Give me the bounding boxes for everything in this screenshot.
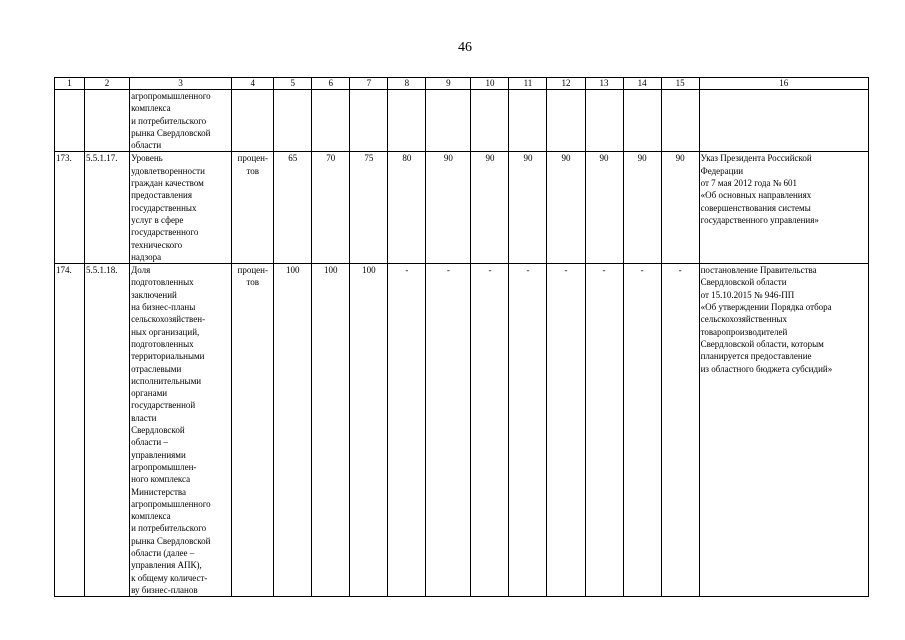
table-header-row	[55, 78, 869, 90]
value-cell: 90	[585, 152, 623, 264]
value-cell: 65	[274, 152, 312, 264]
value-cell	[350, 90, 388, 152]
value-cell: 100	[312, 264, 350, 597]
value-cell: 90	[547, 152, 585, 264]
row-number	[55, 90, 85, 152]
value-cell	[547, 90, 585, 152]
column-header: 11	[509, 78, 547, 90]
column-header: 8	[388, 78, 426, 90]
column-header: 13	[585, 78, 623, 90]
column-header: 15	[661, 78, 699, 90]
column-header: 1	[55, 78, 85, 90]
indicator-name: агропромышленного комплекса и потребительского рынка Свердловской области	[130, 90, 232, 152]
column-header: 12	[547, 78, 585, 90]
value-cell: -	[388, 264, 426, 597]
column-header: 7	[350, 78, 388, 90]
unit	[232, 90, 274, 152]
legal-basis: постановление Правительства Свердловской области от 15.10.2015 № 946-ПП «Об утверждении Порядка отбора сельскохозяйственных товаропроизводителей Свердловской области, которым планируется предоставление из областного бюджета субсидий»	[699, 264, 868, 597]
value-cell: 90	[509, 152, 547, 264]
value-cell: -	[426, 264, 471, 597]
column-header: 9	[426, 78, 471, 90]
value-cell: 80	[388, 152, 426, 264]
value-cell: -	[661, 264, 699, 597]
value-cell: 100	[350, 264, 388, 597]
table-row	[55, 152, 869, 264]
table-row	[55, 264, 869, 597]
value-cell	[426, 90, 471, 152]
value-cell	[623, 90, 661, 152]
value-cell: 100	[274, 264, 312, 597]
value-cell: 75	[350, 152, 388, 264]
column-header: 5	[274, 78, 312, 90]
column-header: 3	[130, 78, 232, 90]
legal-basis	[699, 90, 868, 152]
row-number: 173.	[55, 152, 85, 264]
unit: процен- тов	[232, 152, 274, 264]
unit: процен- тов	[232, 264, 274, 597]
indicator-name: Уровень удовлетворенности граждан качеством предоставления государственных услуг в сфере государственного технического надзора	[130, 152, 232, 264]
row-code	[85, 90, 130, 152]
value-cell	[471, 90, 509, 152]
value-cell	[388, 90, 426, 152]
row-number: 174.	[55, 264, 85, 597]
value-cell	[585, 90, 623, 152]
page-number: 46	[458, 40, 472, 55]
value-cell: 90	[623, 152, 661, 264]
value-cell: 90	[426, 152, 471, 264]
value-cell: -	[509, 264, 547, 597]
value-cell: -	[471, 264, 509, 597]
column-header: 4	[232, 78, 274, 90]
row-code: 5.5.1.17.	[85, 152, 130, 264]
column-header: 14	[623, 78, 661, 90]
value-cell: -	[623, 264, 661, 597]
value-cell	[312, 90, 350, 152]
legal-basis: Указ Президента Российской Федерации от 7 мая 2012 года № 601 «Об основных направлениях совершенствования системы государственного управления»	[699, 152, 868, 264]
column-header: 16	[699, 78, 868, 90]
column-header: 10	[471, 78, 509, 90]
value-cell: 70	[312, 152, 350, 264]
column-header: 2	[85, 78, 130, 90]
value-cell: 90	[471, 152, 509, 264]
value-cell	[661, 90, 699, 152]
indicator-table	[54, 77, 869, 597]
value-cell: -	[547, 264, 585, 597]
column-header: 6	[312, 78, 350, 90]
indicator-name: Доля подготовленных заключений на бизнес-планы сельскохозяйствен- ных организаций, подготовленных территориальными отраслевыми исполнительными органами государственной власти Свердловской области – управлениями агропромышлен- ного комплекса Министерства агропромышленного комплекса и потребительского рынка Свердловской области (далее – управления АПК), к общему количест- ву бизнес-планов	[130, 264, 232, 597]
value-cell	[509, 90, 547, 152]
value-cell	[274, 90, 312, 152]
row-code: 5.5.1.18.	[85, 264, 130, 597]
value-cell: -	[585, 264, 623, 597]
table-row	[55, 90, 869, 152]
value-cell: 90	[661, 152, 699, 264]
